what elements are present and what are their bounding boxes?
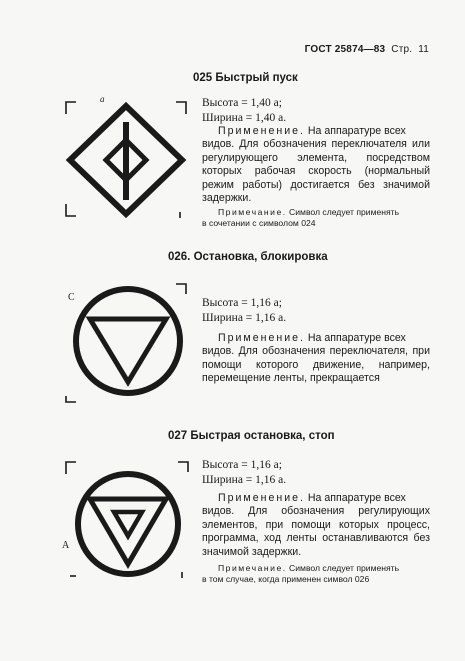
usage-text-026: видов. Для обозначения переключателя, при помощи которого движение, например, перемещение ленты, прекращается — [202, 345, 430, 385]
standard-number: ГОСТ 25874—83 — [304, 44, 386, 55]
note-027: Примечание. Символ следует применять в том случае, когда применен символ 026 — [202, 563, 430, 585]
note-term-027: Примечание. — [218, 563, 287, 573]
triangle-outer — [90, 499, 166, 564]
corner-mark-c: C — [68, 292, 75, 303]
section-title-025: 025 Быстрый пуск — [193, 72, 298, 84]
symbol-026-stop-lock — [60, 278, 195, 408]
page-number: 11 — [418, 44, 429, 55]
circle-outer — [78, 474, 178, 574]
usage-term-025: Применение. — [218, 125, 305, 137]
triangle-down — [90, 319, 166, 382]
note-025: Примечание. Символ следует применять в сочетании с символом 024 — [202, 207, 430, 229]
section-title-026: 026. Остановка, блокировка — [168, 251, 328, 263]
usage-text-027: видов. Для обозначения регулирующих элементов, при помощи которых процесс, программа, ход ленты останавливаются без значимой задержки. — [202, 505, 430, 558]
symbol-027-fast-stop — [60, 456, 195, 586]
width-027: Ширина = 1,16 a. — [202, 474, 287, 486]
symbol-025-fast-start — [60, 96, 195, 226]
note-text-027: в том случае, когда применен символ 026 — [202, 574, 370, 584]
height-026: Высота = 1,16 a; — [202, 297, 282, 309]
usage-027: Применение. На аппаратуре всех видов. Для обозначения регулирующих элементов, при помощи которых процесс, программа, ход ленты останавливаются без значимой задержки. — [202, 492, 430, 558]
page-header — [305, 44, 429, 55]
corner-mark-a: A — [62, 540, 70, 551]
usage-025: Применение. На аппаратуре всех видов. Для обозначения переключателя или регулирующего элемента, посредством которых рабочая скорость (нормальный режим работы) достигается без значимой задержки. — [202, 125, 430, 205]
note-term-025: Примечание. — [218, 207, 287, 217]
section-title-027: 027 Быстрая остановка, стоп — [168, 430, 335, 442]
usage-term-027: Применение. — [218, 492, 305, 504]
dimensions-025 — [202, 96, 286, 126]
corner-marks — [66, 284, 186, 402]
page-label: Стр. — [391, 44, 413, 55]
dimension-letter: a — [100, 94, 105, 104]
dimensions-026 — [202, 296, 286, 326]
note-text-025: в сочетании с символом 024 — [202, 218, 316, 228]
width-026: Ширина = 1,16 a. — [202, 312, 287, 324]
height-025: Высота = 1,40 a; — [202, 97, 282, 109]
usage-text-025: видов. Для обозначения переключателя или регулирующего элемента, посредством которых рабочая скорость (нормальный режим работы) достигается без значимой задержки. — [202, 138, 430, 205]
usage-026: Применение. На аппаратуре всех видов. Для обозначения переключателя, при помощи которого движение, например, перемещение ленты, прекращается — [202, 332, 430, 385]
usage-term-026: Применение. — [218, 332, 305, 344]
height-027: Высота = 1,16 a; — [202, 459, 282, 471]
dimensions-027 — [202, 458, 286, 488]
triangle-inner — [114, 512, 142, 536]
width-025: Ширина = 1,40 a. — [202, 112, 287, 124]
